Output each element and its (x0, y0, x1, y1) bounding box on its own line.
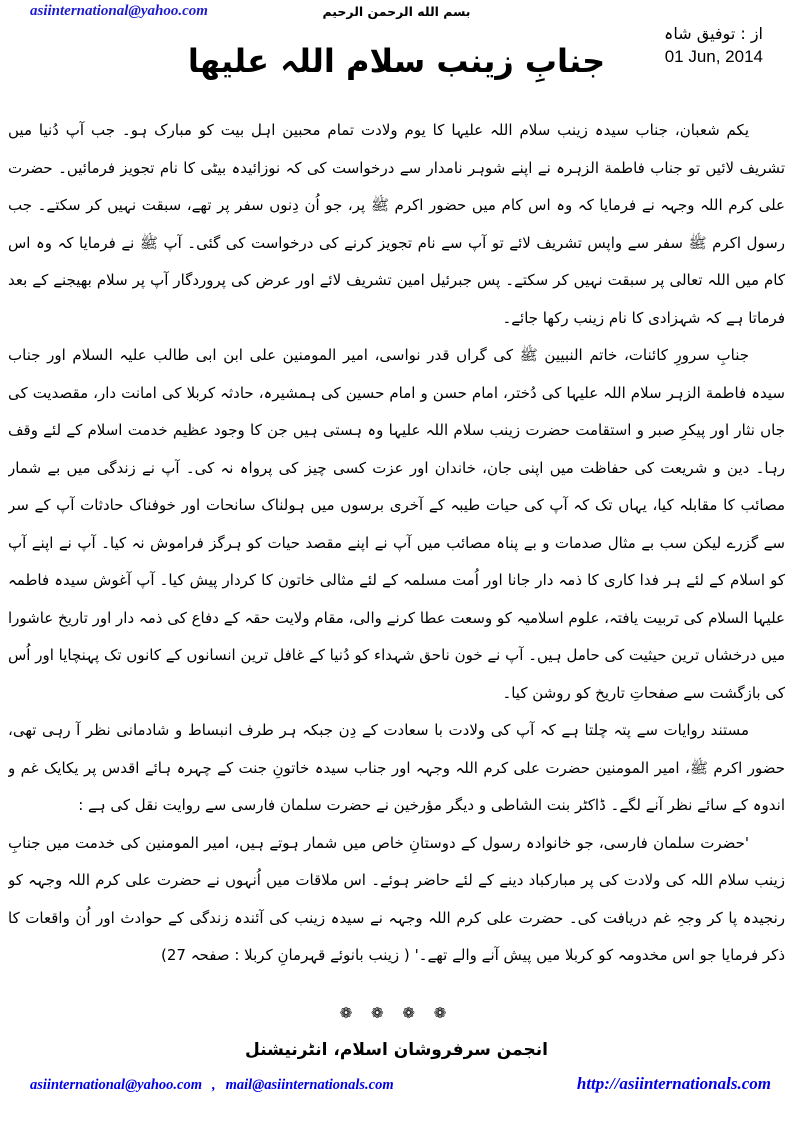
footer-email-2-link[interactable]: mail@asiinternationals.com (225, 1077, 394, 1093)
quoted-narration (8, 825, 785, 975)
footer-emails (30, 1077, 394, 1094)
website-url-link[interactable]: http://asiinternationals.com (576, 1074, 771, 1093)
body-paragraph-2: جنابِ سرورِ کائنات، خاتم النبیین ﷺ کی گراں قدر نواسی، امیر المومنین علی ابن ابی طالب علیہ السلام اور جناب سیدہ فاطمة الزہر سلام اللہ علیہا کی دُختر، امام حسن و امام حسین کی ہمشیرہ، حادثہ کربلا کی امانت دار، مقصدیت کی جاں نثار اور پیکرِ صبر و استقامت حضرت زینب سلام اللہ علیہا وہ ہستی ہیں جن کا وجود عظیم خدمت اسلام کے لئے وقف رہا۔ دین و شریعت کی حفاظت میں اپنی جان، خاندان اور عزت کسی چیز کی پرواہ نہ کی۔ آپ نے زندگی میں بے شمار مصائب کا مقابلہ کیا، یہاں تک کہ آپ کی حیات طیبہ کے آخری برسوں میں ہولناک سانحات اور خوفناک حادثات آپ کے سر سے گزرے لیکن سب بے مثال صدمات و بے پناہ مصائب میں آپ نے اپنے مقصد حیات کو ہرگز فراموش نہ کیا۔ آپ نے اپنے آپ کو اسلام کے لئے ہر فدا کاری کا ذمہ دار جانا اور اُمت مسلمہ کے لئے مثالی خاتون کا کردار پیش کیا۔ آپ آغوش سیدہ فاطمہ علیہا السلام کی تربیت یافتہ، علوم اسلامیہ کو وسعت عطا کرنے والی، مقام ولایت حقہ کے دفاع کی ذمہ دار اور تاریخ عاشورا میں درخشاں ترین حیثیت کی حامل ہیں۔ آپ نے خون ناحق شہداء کو دُنیا کے غافل ترین انسانوں کے کانوں تک پہنچایا اور اُس کی بازگشت سے صفحاتِ تاریخ کو روشن کیا۔ (8, 346, 785, 702)
email-separator: , (212, 1077, 216, 1093)
organization-name: انجمن سرفروشان اسلام، انٹرنیشنل (245, 1040, 548, 1060)
ornament-flowers-icon: ❁ ❁ ❁ ❁ (339, 1004, 454, 1022)
document-date: 01 Jun, 2014 (664, 47, 763, 66)
header-email-link[interactable]: asiinternational@yahoo.com (30, 3, 208, 19)
bismillah-text: بسم الله الرحمن الرحيم (322, 4, 471, 19)
citation-reference: ( زینب بانوئے قہرمانِ کربلا : صفحہ 27) (161, 946, 410, 964)
contact-row (30, 1074, 771, 1094)
article-body (8, 112, 785, 1004)
body-paragraph-1: یکم شعبان، جناب سیدہ زینب سلام اللہ علیہا کا یوم ولادت تمام محبین اہل بیت کو مبارک ہو۔ جب آپ دُنیا میں تشریف لائیں تو جناب فاطمة الزہرہ نے اپنے شوہر نامدار سے درخواست کی کہ نوزائیدہ بیٹی کا نام تجویز فرمائیں۔ حضرت علی کرم اللہ وجہہ نے فرمایا کہ وہ اس کام میں حضور اکرم ﷺ پر، جو اُن دِنوں سفر پر تھے، سبقت نہیں کر سکتے۔ جب رسول اکرم ﷺ سفر سے واپس تشریف لائے تو آپ سے نام تجویز کرنے کی درخواست کی گئی۔ آپ ﷺ نے فرمایا کہ وہ اس کام میں اللہ تعالی پر سبقت نہیں کر سکتے۔ پس جبرئیل امین تشریف لائے اور عرض کی پروردگار آپ پر سلام بھیجنے کے بعد فرماتا ہے کہ شہزادی کا نام زینب رکھا جائے۔ (8, 121, 785, 327)
quote-text: 'حضرت سلمان فارسی، جو خانوادہ رسول کے دوستانِ خاص میں شمار ہوتے ہیں، امیر المومنین کی خدمت میں جنابِ زینب سلام اللہ کی ولادت کی پر مبارکباد دینے کے لئے حاضر ہوئے۔ اس ملاقات میں اُنہوں نے حضرت علی کرم اللہ وجہہ کو رنجیدہ پا کر وجہِ غم دریافت کی۔ حضرت علی کرم اللہ وجہہ نے سیدہ زینب کی آئندہ زندگی کے حوادث اور اُن واقعات کا ذکر فرمایا جو اس مخدومہ کو کربلا میں پیش آنے والے تھے۔' (8, 833, 785, 964)
author-byline: از : توفیق شاہ (663, 24, 763, 43)
body-paragraph-3: مستند روایات سے پتہ چلتا ہے کہ آپ کی ولادت با سعادت کے دِن جبکہ ہر طرف انبساط و شادمانی نظر آ رہی تھی، حضور اکرم ﷺ، امیر المومنین حضرت علی کرم اللہ وجہہ اور جناب سیدہ خاتونِ جنت کے چہرہ ہائے اقدس پر یکایک غم و اندوہ کے سائے نظر آنے لگے۔ ڈاکٹر بنت الشاطی و دیگر مؤرخین نے حضرت سلمان فارسی سے روایت نقل کی ہے : (8, 721, 785, 814)
footer-email-1-link[interactable]: asiinternational@yahoo.com (30, 1077, 202, 1093)
page-title: جنابِ زینب سلام اللہ علیھا (187, 42, 606, 80)
